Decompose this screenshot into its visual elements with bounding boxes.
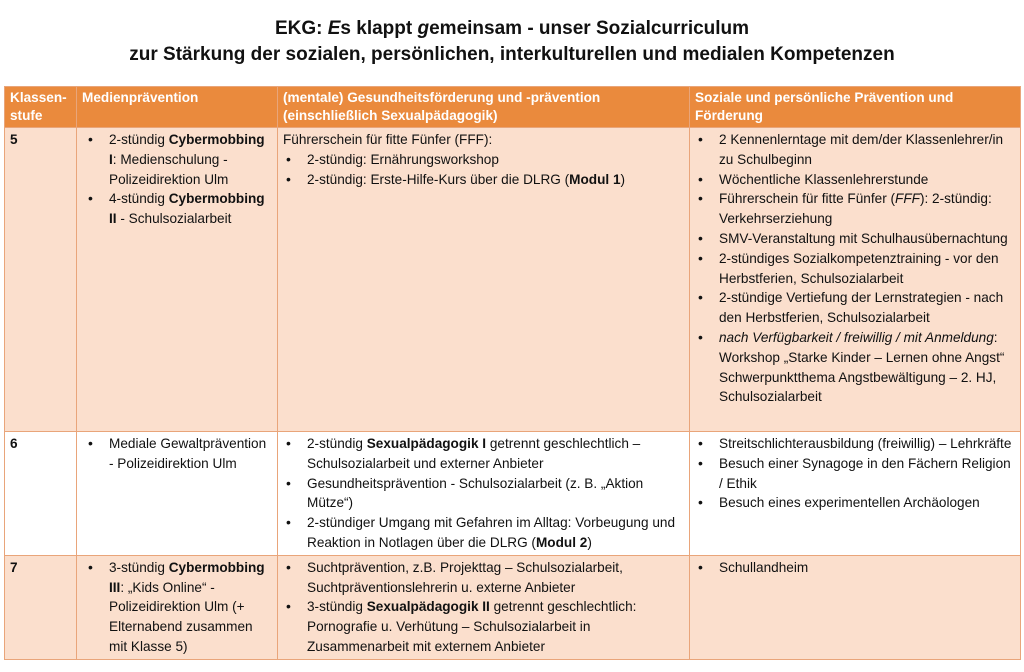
list-item: • Schullandheim [695,558,1014,578]
header-media-prevention: Medienprävention [77,87,278,128]
list-item: • 3-stündig Sexualpädagogik II getrennt geschlechtlich: Pornografie u. Verhütung – Schulsozialarbeit in Zusammenarbeit mit externem Anbieter [283,597,683,656]
list-item: • Wöchentliche Klassenlehrerstunde [695,170,1014,190]
grade-cell: 7 [5,555,77,659]
list-item: • Besuch eines experimentellen Archäologen [695,493,1014,513]
list-item: • Mediale Gewaltprävention - Polizeidirektion Ulm [82,434,271,474]
social-list [695,434,1014,513]
header-social-prevention: Soziale und persönliche Prävention und Förderung [690,87,1021,128]
title-e-italic: E [327,18,341,39]
social-cell [690,555,1021,659]
media-list [82,558,271,657]
table-row-grade-7 [5,555,1021,659]
title-line-2: zur Stärkung der sozialen, persönlichen, interkulturellen und medialen Kompetenzen [129,44,895,65]
list-item: • 2-stündig Sexualpädagogik I getrennt geschlechtlich – Schulsozialarbeit und externer Anbieter [283,434,683,474]
media-cell [77,128,278,432]
title-g-italic: g [417,18,430,39]
title-rest: emeinsam - unser Sozialcurriculum [429,18,750,39]
social-list [695,558,1014,578]
grade-cell: 5 [5,128,77,432]
list-item: • Suchtprävention, z.B. Projekttag – Schulsozialarbeit, Suchtpräventionslehrerin u. externe Anbieter [283,558,683,598]
list-item: • Führerschein für fitte Fünfer (FFF): 2-stündig: Verkehrserziehung [695,189,1014,229]
list-item: • Besuch einer Synagoge in den Fächern Religion / Ethik [695,454,1014,494]
table-row-grade-5 [5,128,1021,432]
list-item: • nach Verfügbarkeit / freiwillig / mit Anmeldung: Workshop „Starke Kinder – Lernen ohne Angst“ Schwerpunktthema Angstbewältigung – 2. HJ, Schulsozialarbeit [695,328,1014,407]
title-lappt: lappt [366,18,418,39]
header-health-promotion: (mentale) Gesundheitsförderung und -prävention (einschließlich Sexualpädagogik) [278,87,690,128]
list-item: • 2-stündiger Umgang mit Gefahren im Alltag: Vorbeugung und Reaktion in Notlagen über die DLRG (Modul 2) [283,513,683,553]
list-item: • Streitschlichterausbildung (freiwillig) – Lehrkräfte [695,434,1014,454]
media-cell [77,432,278,556]
list-item: • Gesundheitsprävention - Schulsozialarbeit (z. B. „Aktion Mütze“) [283,474,683,514]
list-item: • 2-stündig Cybermobbing I: Medienschulung - Polizeidirektion Ulm [82,130,271,189]
curriculum-table [4,86,1021,660]
social-list [695,130,1014,407]
health-cell [278,432,690,556]
list-item: • 2-stündig: Ernährungsworkshop [283,150,683,170]
health-list [283,558,683,657]
title-s-k: s k [340,18,367,39]
media-cell [77,555,278,659]
title-prefix: EKG: [274,18,328,39]
list-item: • 3-stündig Cybermobbing III: „Kids Online“ - Polizeidirektion Ulm (+ Elternabend zusammen mit Klasse 5) [82,558,271,657]
list-item: • SMV-Veranstaltung mit Schulhausübernachtung [695,229,1014,249]
document-title [0,0,1024,70]
health-cell [278,128,690,432]
list-item: • 2-stündig: Erste-Hilfe-Kurs über die DLRG (Modul 1) [283,170,683,190]
list-item: • 2-stündiges Sozialkompetenztraining - vor den Herbstferien, Schulsozialarbeit [695,249,1014,289]
health-list [283,434,683,553]
table-row-grade-6 [5,432,1021,556]
health-list [283,150,683,190]
list-item: • 2 Kennenlerntage mit dem/der Klassenlehrer/in zu Schulbeginn [695,130,1014,170]
health-cell [278,555,690,659]
social-cell [690,128,1021,432]
media-list [82,434,271,474]
title-line-1 [275,18,749,39]
media-list [82,130,271,229]
header-row [5,87,1021,128]
social-cell [690,432,1021,556]
health-intro: Führerschein für fitte Fünfer (FFF): [283,132,493,147]
grade-cell: 6 [5,432,77,556]
header-grade: Klassen-stufe [5,87,77,128]
list-item: • 2-stündige Vertiefung der Lernstrategien - nach den Herbstferien, Schulsozialarbeit [695,288,1014,328]
list-item: • 4-stündig Cybermobbing II - Schulsozialarbeit [82,189,271,229]
